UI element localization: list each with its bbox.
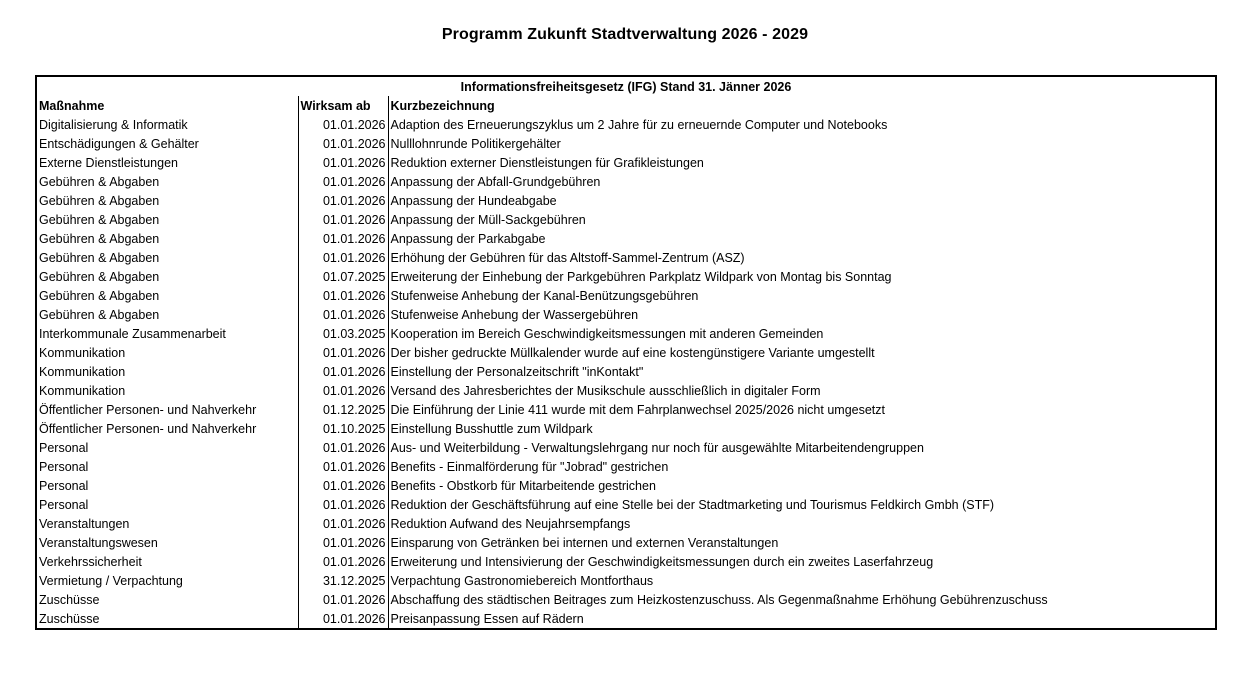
measure-cell: Öffentlicher Personen- und Nahverkehr [36, 400, 298, 419]
text-cell: Der bisher gedruckte Müllkalender wurde auf eine kostengünstigere Variante umgestellt [388, 343, 1216, 362]
text-cell: Preisanpassung Essen auf Rädern [388, 609, 1216, 629]
date-cell: 01.01.2026 [298, 438, 388, 457]
table-row [36, 172, 1216, 191]
measure-cell: Personal [36, 438, 298, 457]
date-cell: 01.01.2026 [298, 172, 388, 191]
measure-cell: Gebühren & Abgaben [36, 172, 298, 191]
table-row [36, 419, 1216, 438]
measure-cell: Gebühren & Abgaben [36, 286, 298, 305]
table-body [36, 115, 1216, 629]
table-row [36, 495, 1216, 514]
date-cell: 01.01.2026 [298, 495, 388, 514]
date-cell: 01.03.2025 [298, 324, 388, 343]
text-cell: Benefits - Obstkorb für Mitarbeitende gestrichen [388, 476, 1216, 495]
date-cell: 31.12.2025 [298, 571, 388, 590]
table-row [36, 229, 1216, 248]
measure-cell: Öffentlicher Personen- und Nahverkehr [36, 419, 298, 438]
date-cell: 01.01.2026 [298, 286, 388, 305]
date-cell: 01.01.2026 [298, 590, 388, 609]
table-row [36, 191, 1216, 210]
text-cell: Einstellung der Personalzeitschrift "inKontakt" [388, 362, 1216, 381]
date-cell: 01.10.2025 [298, 419, 388, 438]
date-cell: 01.01.2026 [298, 381, 388, 400]
text-cell: Die Einführung der Linie 411 wurde mit dem Fahrplanwechsel 2025/2026 nicht umgesetzt [388, 400, 1216, 419]
table-row [36, 381, 1216, 400]
table-row [36, 267, 1216, 286]
date-cell: 01.01.2026 [298, 476, 388, 495]
table-row [36, 324, 1216, 343]
table-caption: Informationsfreiheitsgesetz (IFG) Stand 31. Jänner 2026 [36, 76, 1216, 96]
text-cell: Stufenweise Anhebung der Wassergebühren [388, 305, 1216, 324]
table-row [36, 286, 1216, 305]
text-cell: Erhöhung der Gebühren für das Altstoff-Sammel-Zentrum (ASZ) [388, 248, 1216, 267]
table-row [36, 400, 1216, 419]
date-cell: 01.01.2026 [298, 533, 388, 552]
measure-cell: Zuschüsse [36, 590, 298, 609]
date-cell: 01.01.2026 [298, 210, 388, 229]
text-cell: Anpassung der Parkabgabe [388, 229, 1216, 248]
text-cell: Benefits - Einmalförderung für "Jobrad" gestrichen [388, 457, 1216, 476]
measure-cell: Personal [36, 457, 298, 476]
table-row [36, 115, 1216, 134]
table-row [36, 514, 1216, 533]
table-header-row [36, 96, 1216, 115]
table-row [36, 533, 1216, 552]
measure-cell: Gebühren & Abgaben [36, 210, 298, 229]
measure-cell: Veranstaltungen [36, 514, 298, 533]
date-cell: 01.01.2026 [298, 229, 388, 248]
text-cell: Einsparung von Getränken bei internen und externen Veranstaltungen [388, 533, 1216, 552]
table-row [36, 552, 1216, 571]
table-row [36, 134, 1216, 153]
date-cell: 01.01.2026 [298, 153, 388, 172]
table-row [36, 248, 1216, 267]
text-cell: Versand des Jahresberichtes der Musikschule ausschließlich in digitaler Form [388, 381, 1216, 400]
date-cell: 01.01.2026 [298, 134, 388, 153]
date-cell: 01.01.2026 [298, 457, 388, 476]
table-row [36, 153, 1216, 172]
measure-cell: Personal [36, 495, 298, 514]
table-row [36, 476, 1216, 495]
text-cell: Adaption des Erneuerungszyklus um 2 Jahre für zu erneuernde Computer und Notebooks [388, 115, 1216, 134]
text-cell: Verpachtung Gastronomiebereich Montforthaus [388, 571, 1216, 590]
table-row [36, 210, 1216, 229]
table-row [36, 571, 1216, 590]
measure-cell: Gebühren & Abgaben [36, 305, 298, 324]
table-caption-row [36, 76, 1216, 96]
text-cell: Anpassung der Müll-Sackgebühren [388, 210, 1216, 229]
measure-cell: Veranstaltungswesen [36, 533, 298, 552]
page-title: Programm Zukunft Stadtverwaltung 2026 - 2029 [441, 26, 809, 43]
measure-cell: Zuschüsse [36, 609, 298, 629]
date-cell: 01.01.2026 [298, 362, 388, 381]
table-row [36, 362, 1216, 381]
measure-cell: Verkehrssicherheit [36, 552, 298, 571]
column-header-description: Kurzbezeichnung [388, 96, 1216, 115]
measure-cell: Gebühren & Abgaben [36, 248, 298, 267]
measure-cell: Externe Dienstleistungen [36, 153, 298, 172]
column-header-effective: Wirksam ab [298, 96, 388, 115]
date-cell: 01.01.2026 [298, 609, 388, 629]
date-cell: 01.12.2025 [298, 400, 388, 419]
text-cell: Anpassung der Hundeabgabe [388, 191, 1216, 210]
measure-cell: Gebühren & Abgaben [36, 267, 298, 286]
text-cell: Reduktion externer Dienstleistungen für Grafikleistungen [388, 153, 1216, 172]
measure-cell: Gebühren & Abgaben [36, 191, 298, 210]
measure-cell: Kommunikation [36, 381, 298, 400]
date-cell: 01.01.2026 [298, 305, 388, 324]
measure-cell: Interkommunale Zusammenarbeit [36, 324, 298, 343]
text-cell: Stufenweise Anhebung der Kanal-Benützungsgebühren [388, 286, 1216, 305]
date-cell: 01.01.2026 [298, 514, 388, 533]
measure-cell: Vermietung / Verpachtung [36, 571, 298, 590]
table-row [36, 590, 1216, 609]
text-cell: Reduktion der Geschäftsführung auf eine Stelle bei der Stadtmarketing und Tourismus Feldkirch Gmbh (STF) [388, 495, 1216, 514]
measure-cell: Digitalisierung & Informatik [36, 115, 298, 134]
table-row [36, 343, 1216, 362]
measure-cell: Kommunikation [36, 343, 298, 362]
measure-cell: Entschädigungen & Gehälter [36, 134, 298, 153]
measure-cell: Personal [36, 476, 298, 495]
text-cell: Einstellung Busshuttle zum Wildpark [388, 419, 1216, 438]
date-cell: 01.01.2026 [298, 115, 388, 134]
text-cell: Nulllohnrunde Politikergehälter [388, 134, 1216, 153]
measure-cell: Gebühren & Abgaben [36, 229, 298, 248]
date-cell: 01.01.2026 [298, 248, 388, 267]
text-cell: Kooperation im Bereich Geschwindigkeitsmessungen mit anderen Gemeinden [388, 324, 1216, 343]
text-cell: Abschaffung des städtischen Beitrages zum Heizkostenzuschuss. Als Gegenmaßnahme Erhöhung Gebührenzuschuss [388, 590, 1216, 609]
text-cell: Erweiterung der Einhebung der Parkgebühren Parkplatz Wildpark von Montag bis Sonntag [388, 267, 1216, 286]
table-row [36, 305, 1216, 324]
date-cell: 01.01.2026 [298, 343, 388, 362]
text-cell: Erweiterung und Intensivierung der Geschwindigkeitsmessungen durch ein zweites Laserfahrzeug [388, 552, 1216, 571]
date-cell: 01.01.2026 [298, 191, 388, 210]
table-row [36, 457, 1216, 476]
column-header-measure: Maßnahme [36, 96, 298, 115]
text-cell: Reduktion Aufwand des Neujahrsempfangs [388, 514, 1216, 533]
date-cell: 01.01.2026 [298, 552, 388, 571]
measure-cell: Kommunikation [36, 362, 298, 381]
text-cell: Aus- und Weiterbildung - Verwaltungslehrgang nur noch für ausgewählte Mitarbeitendengruppen [388, 438, 1216, 457]
text-cell: Anpassung der Abfall-Grundgebühren [388, 172, 1216, 191]
table-row [36, 609, 1216, 629]
date-cell: 01.07.2025 [298, 267, 388, 286]
table-row [36, 438, 1216, 457]
measures-table [35, 75, 1217, 630]
